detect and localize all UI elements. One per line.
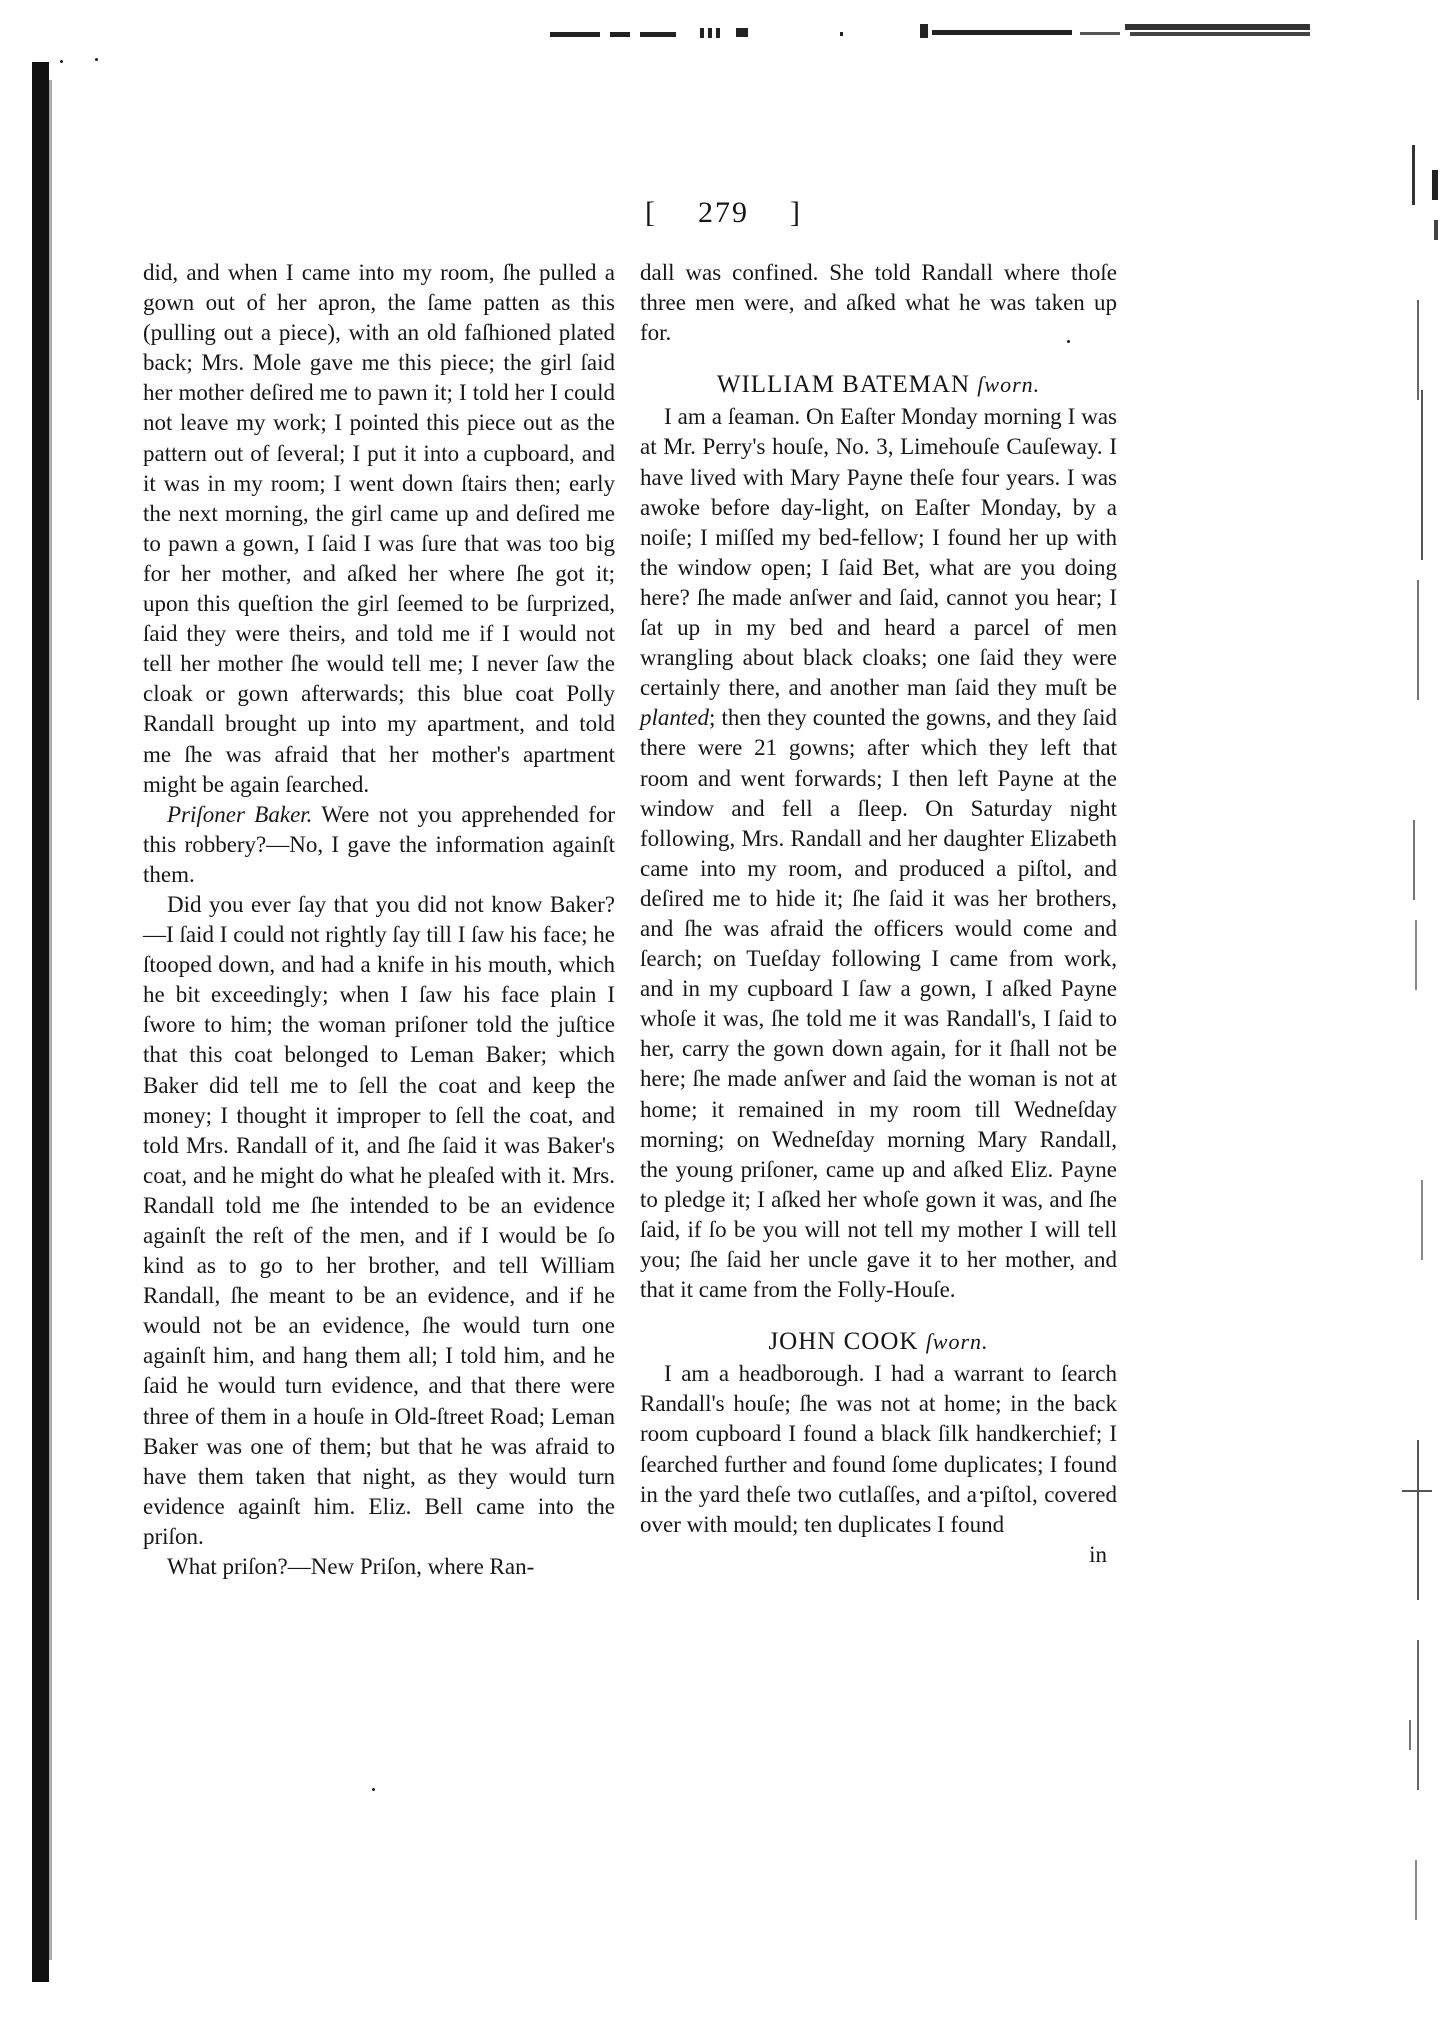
witness-heading xyxy=(640,1327,1117,1357)
binding-edge xyxy=(49,80,52,1960)
sworn-label: ſworn. xyxy=(925,1329,989,1355)
paragraph: did, and when I came into my room, ſhe pulled a gown out of her apron, the ſame patten as this (pulling out a piece), with an old faſhioned plated back; Mrs. Mole gave me this piece; the girl ſaid her mother deſired me to pawn it; I told her I could not leave my work; I pointed this piece out as the pattern out of ſeveral; I put it into a cupboard, and it was in my room; I went down ſtairs then; early the next morning, the girl came up and deſired me to pawn a gown, I ſaid I was ſure that was too big for her mother, and aſked her where ſhe got it; upon this queſtion the girl ſeemed to be ſurprized, ſaid they were theirs, and told me if I would not tell her mother ſhe would tell me; I never ſaw the cloak or gown afterwards; this blue coat Polly Randall brought up into my apartment, and told me ſhe was afraid that her mother's apartment might be again ſearched. xyxy=(143,260,615,797)
paragraph: I am a headborough. I had a warrant to ſearch Randall's houſe; ſhe was not at home; in the back room cupboard I found a black ſilk handkerchief; I ſearched further and found ſome duplicates; I found in the yard theſe two cutlaſſes, and a piſtol, covered over with mould; ten duplicates I found xyxy=(640,1361,1117,1537)
witness-heading xyxy=(640,370,1117,400)
binding-shadow xyxy=(32,62,49,1982)
page-number-value: 279 xyxy=(698,196,749,229)
scan-speck xyxy=(95,58,98,61)
scan-speck xyxy=(372,1788,375,1791)
right-column xyxy=(640,258,1117,1570)
bracket-open: [ xyxy=(645,196,657,229)
speaker-label: Priſoner Baker. xyxy=(167,801,313,827)
paragraph: Did you ever ſay that you did not know Baker?—I ſaid I could not rightly ſay till I ſaw his face; he ſtooped down, and had a knife in his mouth, which he bit exceedingly; when I ſaw his face plain I ſwore to him; the woman priſoner told the juſtice that this coat belonged to Leman Baker; which Baker did tell me to ſell the coat and keep the money; I thought it improper to ſell the coat, and told Mrs. Randall of it, and ſhe ſaid it was Baker's coat, and he might do what he pleaſed with it. Mrs. Randall told me ſhe intended to be an evidence againſt the reſt of the men, and if I would be ſo kind as to go to her brother, and tell William Randall, ſhe meant to be an evidence, and if he would not be an evidence, ſhe would turn one againſt him, and hang them all; I told him, and he ſaid he would turn evidence, and that there were three of them in a houſe in Old-ſtreet Road; Leman Baker was one of them; but that he was afraid to have them taken that night, as they would turn evidence againſt him. Eliz. Bell came into the priſon. xyxy=(143,891,615,1549)
right-margin-scan-marks xyxy=(1317,60,1447,1960)
paragraph: What priſon?—New Priſon, where Ran- xyxy=(167,1554,535,1580)
paragraph-text: ; then they counted the gowns, and they ſaid there were 21 gowns; after which they left that room and went forwards; I then left Payne at the window and fell a ſleep. On Saturday night following, Mrs. Randall and her daughter Elizabeth came into my room, and produced a piſtol, and deſired me to hide it; ſhe ſaid it was her brothers, and ſhe was afraid the officers would come and ſearch; on Tueſday following I came from work, and in my cupboard I ſaw a gown, I aſked Payne whoſe it was, ſhe told me it was Randall's, I ſaid to her, carry the gown down again, for it ſhall not be here; ſhe made anſwer and ſaid the woman is not at home; it remained in my room till Wedneſday morning; on Wedneſday morning Mary Randall, the young priſoner, came up and aſked Eliz. Payne to pledge it; I aſked her whoſe gown it was, and ſhe ſaid, if ſo be you will not tell my mother I will tell you; ſhe ſaid her uncle gave it to her mother, and that it came from the Folly-Houſe. xyxy=(640,705,1117,1303)
paragraph-text: I am a ſeaman. On Eaſter Monday morning I was at Mr. Perry's houſe, No. 3, Limehouſe Cauſeway. I have lived with Mary Payne theſe four years. I was awoke before day-light, on Eaſter Monday, by a noiſe; I miſſed my bed-fellow; I found her up with the window open; I ſaid Bet, what are you doing here? ſhe made anſwer and ſaid, cannot you hear; I ſat up in my bed and heard a parcel of men wrangling about black cloaks; one ſaid they were certainly there, and another man ſaid they muſt be xyxy=(640,404,1117,701)
paragraph: dall was confined. She told Randall where thoſe three men were, and aſked what he was taken up for. xyxy=(640,260,1117,346)
top-scan-marks xyxy=(540,18,1320,48)
witness-name: WILLIAM BATEMAN xyxy=(716,371,971,399)
scan-speck xyxy=(60,60,63,63)
page-number xyxy=(0,196,1447,230)
paragraph xyxy=(143,800,615,890)
witness-name: JOHN COOK xyxy=(768,1328,919,1356)
sworn-label: ſworn. xyxy=(977,372,1041,398)
italic-word: planted xyxy=(640,705,709,731)
catchword: in xyxy=(1089,1541,1107,1567)
left-column xyxy=(143,258,615,1582)
paragraph-text: Were not you apprehended for this robbery?—No, I gave the information againſt them. xyxy=(143,801,616,887)
bracket-close: ] xyxy=(790,196,802,229)
paragraph xyxy=(640,402,1117,1305)
